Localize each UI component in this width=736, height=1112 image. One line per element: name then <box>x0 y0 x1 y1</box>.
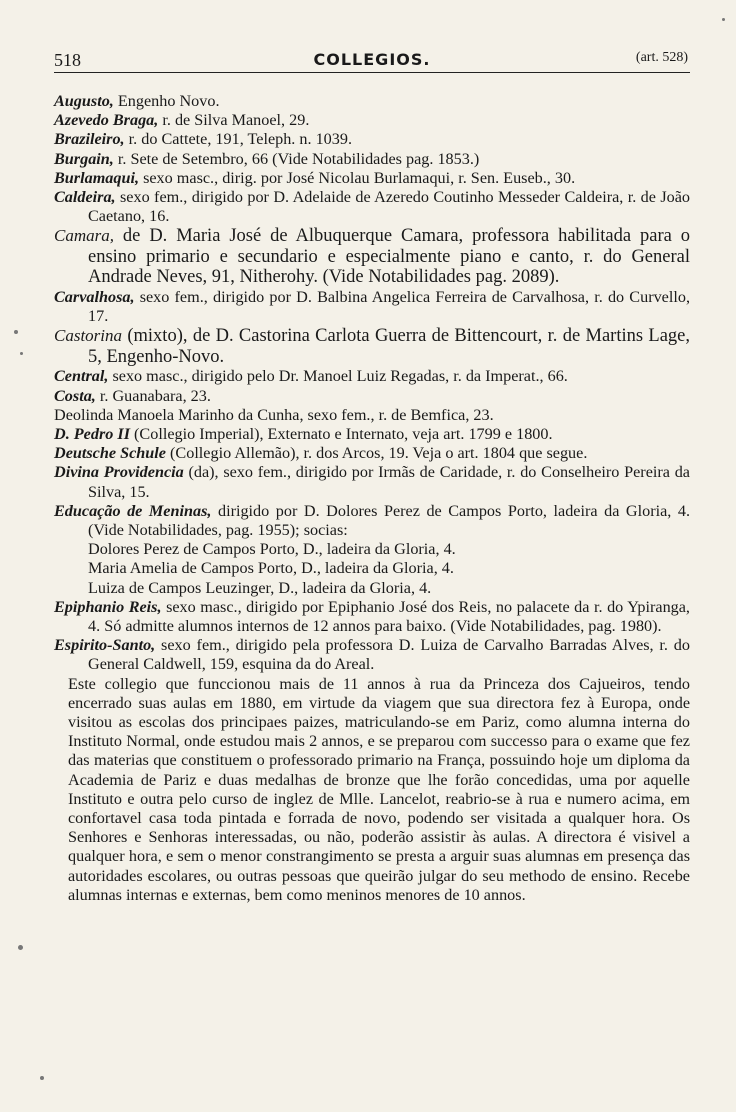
header-rule <box>54 72 690 73</box>
entry-camara: Camara, de D. Maria José de Albuquerque Camara, professora habilitada para o ensino primario e secundario e especialmente piano e canto, r. do General Andrade Neves, 91, Nitherohy. (Vide Notabilidades pag. 2089). <box>54 226 690 288</box>
entry-d-pedro-ii: D. Pedro II (Collegio Imperial), Externato e Internato, veja art. 1799 e 1800. <box>54 424 553 443</box>
socia-line: Luiza de Campos Leuzinger, D., ladeira da Gloria, 4. <box>88 578 432 597</box>
entry-caldeira: Caldeira, sexo fem., dirigido por D. Adelaide de Azeredo Coutinho Messeder Caldeira, r. de João Caetano, 16. <box>54 188 690 226</box>
speck <box>20 352 23 355</box>
espirito-santo-description: Este collegio que funccionou mais de 11 annos à rua da Princeza dos Cajueiros, tendo encerrado suas aulas em 1880, em virtude da viagem que sua directora fez à Europa, onde visitou as escolas dos principaes paizes, matriculando-se em Pariz, como alumna interna do Instituto Normal, onde estudou mais 2 annos, e se preparou com successo para o exame que fez das materias que constituem o professorado primario na França, possuindo hoje um diploma da Academia de Pariz e duas medalhas de bronze que lhe forão concedidas, uma por aquelle Instituto e outra pelo curso de inglez de Mlle. Lancelot, reabrio-se à rua e numero acima, em confortavel casa toda pintada e forrada de novo, podendo ser visitada a qualquer hora. Os Senhores e Senhoras interessadas, ou não, poderão assistir às aulas. A directora é visivel a qualquer hora, e sem o menor constrangimento se presta a arguir suas alumnas em presença das autoridades escolares, ou outras pessoas que queirão julgar do seu methodo de ensino. Recebe alumnas internas e externas, bem como meninos menores de 10 annos. <box>68 674 690 904</box>
entry-costa: Costa, r. Guanabara, 23. <box>54 386 211 405</box>
speck <box>14 330 18 334</box>
socia-line: Maria Amelia de Campos Porto, D., ladeira da Gloria, 4. <box>88 559 454 578</box>
entry-burlamaqui: Burlamaqui, sexo masc., dirig. por José Nicolau Burlamaqui, r. Sen. Euseb., 30. <box>54 168 576 187</box>
speck <box>40 1076 44 1080</box>
entry-educacao-de-meninas: Educação de Meninas, dirigido por D. Dolores Perez de Campos Porto, ladeira da Gloria, 4. (Vide Notabilidades, pag. 1955); socias: <box>54 501 690 539</box>
entry-augusto: Augusto, Engenho Novo. <box>54 92 220 110</box>
entry-azevedo-braga: Azevedo Braga, r. de Silva Manoel, 29. <box>54 111 310 130</box>
entry-espirito-santo: Espirito-Santo, sexo fem., dirigido pela professora D. Luiza de Carvalho Barradas Alves, r. do General Caldwell, 159, esquina da do Areal. <box>54 636 690 674</box>
entry-deutsche-schule: Deutsche Schule (Collegio Allemão), r. dos Arcos, 19. Veja o art. 1804 que segue. <box>54 444 588 463</box>
entry-divina-providencia: Divina Providencia (da), sexo fem., dirigido por Irmãs de Caridade, r. do Conselheiro Pereira da Silva, 15. <box>54 463 690 501</box>
entry-deolinda: Deolinda Manoela Marinho da Cunha, sexo fem., r. de Bemfica, 23. <box>54 405 494 424</box>
article-reference: (art. 528) <box>635 50 688 65</box>
entry-central: Central, sexo masc., dirigido pelo Dr. Manoel Luiz Regadas, r. da Imperat., 66. <box>54 367 568 386</box>
speck <box>18 945 23 950</box>
socia-line: Dolores Perez de Campos Porto, D., ladeira da Gloria, 4. <box>88 540 456 559</box>
entry-castorina: Castorina (mixto), de D. Castorina Carlota Guerra de Bittencourt, r. de Martins Lage, 5, Engenho-Novo. <box>54 326 690 367</box>
entry-list <box>54 92 690 905</box>
entry-carvalhosa: Carvalhosa, sexo fem., dirigido por D. Balbina Angelica Ferreira de Carvalhosa, r. do Curvello, 17. <box>54 287 690 326</box>
entry-brazileiro: Brazileiro, r. do Cattete, 191, Teleph. n. 1039. <box>54 130 353 149</box>
page-number: 518 <box>54 50 81 70</box>
speck <box>722 18 725 21</box>
entry-epiphanio-reis: Epiphanio Reis, sexo masc., dirigido por Epiphanio José dos Reis, no palacete da r. do Ypiranga, 4. Só admitte alumnos internos de 12 annos para baixo. (Vide Notabilidades, pag. 1980). <box>54 597 690 635</box>
entry-burgain: Burgain, r. Sete de Setembro, 66 (Vide Notabilidades pag. 1853.) <box>54 149 480 168</box>
page <box>54 40 690 904</box>
page-title: COLLEGIOS. <box>313 50 431 69</box>
page-header <box>54 40 690 70</box>
